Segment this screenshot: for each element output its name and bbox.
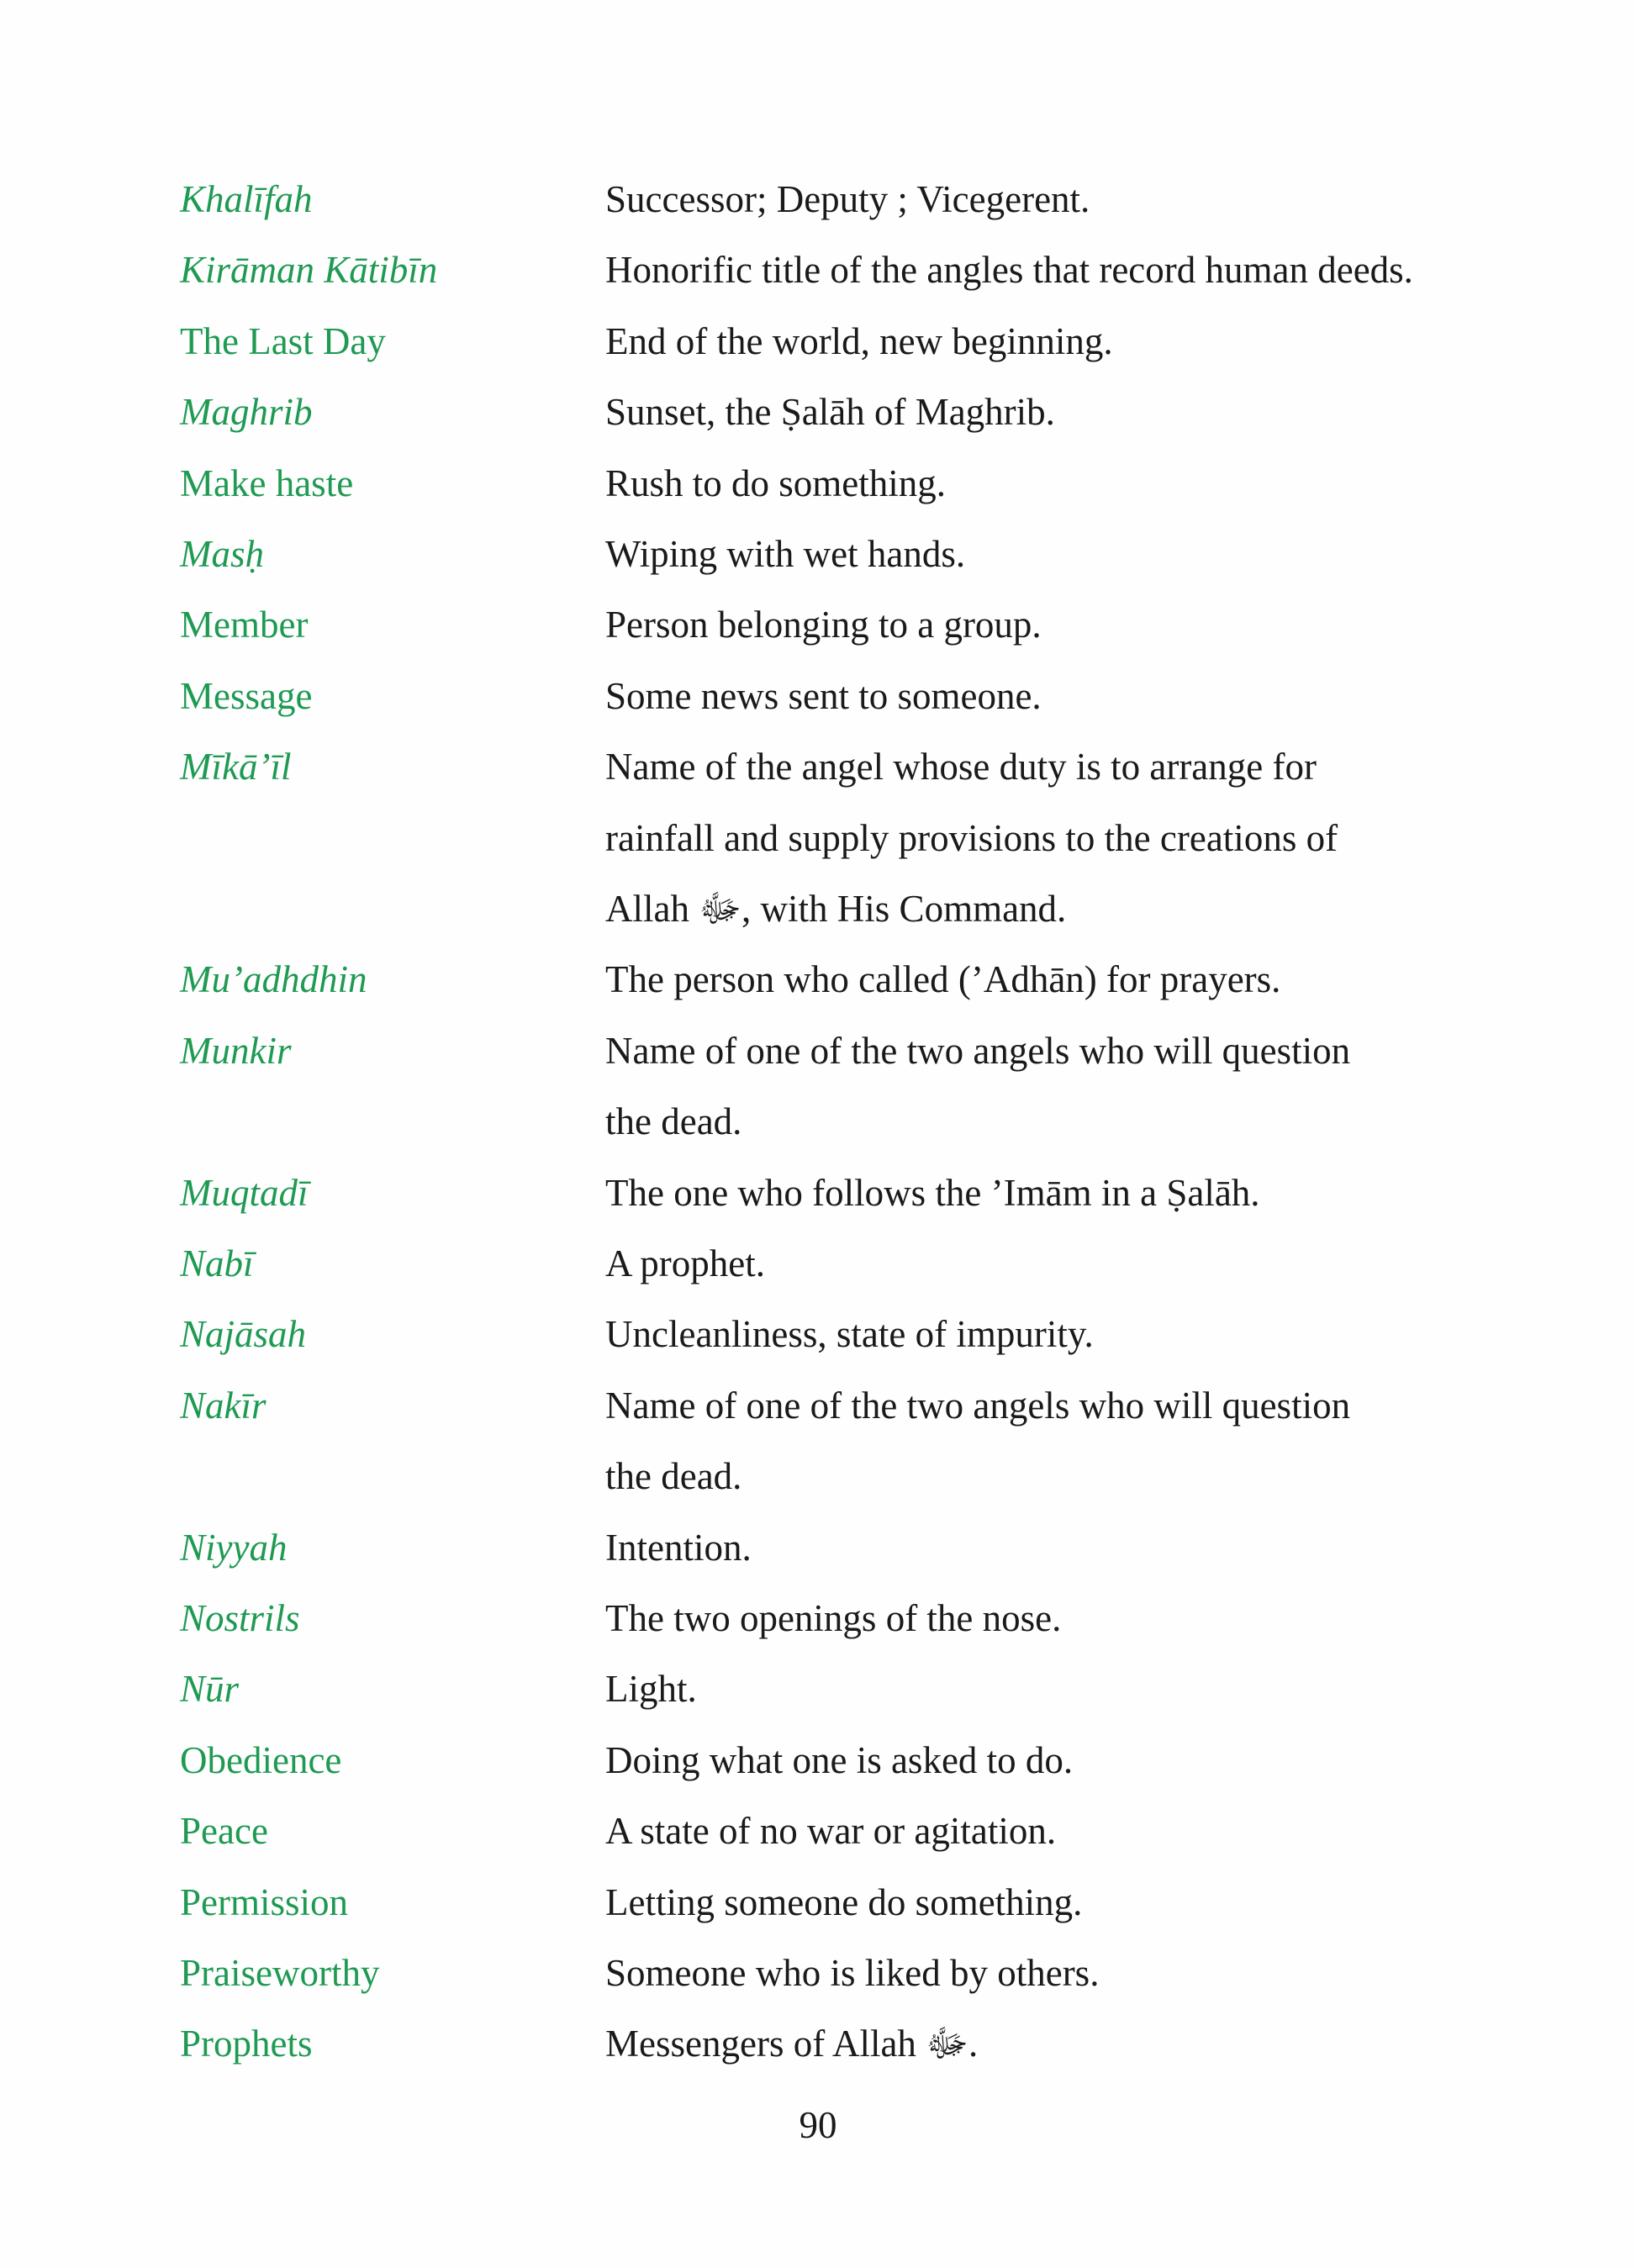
definition-line: Honorific title of the angles that record human deeds. [605, 249, 1413, 292]
glossary-term: Praiseworthy [180, 1952, 380, 1994]
glossary-term: Khalīfah [180, 178, 313, 220]
definition-line: End of the world, new beginning. [605, 319, 1113, 362]
definition-line: Sunset, the Ṣalāh of Maghrib. [605, 391, 1055, 434]
glossary-term: Mu’adhdhin [180, 958, 367, 1001]
definition-line: Name of one of the two angels who will question [605, 1384, 1351, 1427]
glossary-term: Muqtadī [180, 1171, 309, 1214]
definition-line: The two openings of the nose. [605, 1597, 1062, 1639]
definition-line: Some news sent to someone. [605, 674, 1042, 717]
definition-line: Rush to do something. [605, 462, 947, 504]
glossary-definition [605, 2008, 1480, 2079]
definition-line: rainfall and supply provisions to the creations of [605, 816, 1338, 859]
definition-line: A state of no war or agitation. [605, 1810, 1057, 1853]
glossary-term: Nūr [180, 1668, 240, 1711]
glossary-term: Obedience [180, 1738, 342, 1781]
glossary-definition [605, 1015, 1480, 1158]
glossary-term: Niyyah [180, 1526, 288, 1569]
glossary-definition [605, 1725, 1480, 1796]
glossary-term: Make haste [180, 462, 354, 504]
definition-line: The person who called (’Adhān) for prayers. [605, 958, 1281, 1001]
definition-line: Messengers of Allah ﷻ. [605, 2023, 979, 2065]
glossary-term: Najāsah [180, 1313, 307, 1356]
glossary-definition [605, 661, 1480, 731]
glossary-definition [605, 1654, 1480, 1724]
definition-line: Intention. [605, 1526, 752, 1569]
glossary-term: Mīkā’īl [180, 746, 292, 789]
glossary-term: Masḥ [180, 533, 264, 575]
definition-line: Light. [605, 1668, 697, 1711]
definition-line: the dead. [605, 1100, 742, 1143]
glossary-definition [605, 1370, 1480, 1512]
definition-line: Doing what one is asked to do. [605, 1738, 1074, 1781]
glossary-term: Maghrib [180, 391, 313, 434]
definition-line: Person belonging to a group. [605, 604, 1042, 646]
definition-line: Uncleanliness, state of impurity. [605, 1313, 1094, 1356]
glossary-term: Message [180, 674, 313, 717]
definition-line: the dead. [605, 1455, 742, 1498]
glossary-term: The Last Day [180, 319, 386, 362]
glossary-definition [605, 306, 1480, 377]
definition-line: Wiping with wet hands. [605, 533, 966, 575]
definition-line: The one who follows the ’Imām in a Ṣalāh. [605, 1171, 1260, 1214]
glossary-definition [605, 1938, 1480, 2008]
page-number: 90 [799, 2104, 837, 2146]
glossary-term: Member [180, 604, 309, 646]
glossary-definition [605, 731, 1480, 944]
glossary-definition [605, 1228, 1480, 1299]
glossary-definition [605, 1867, 1480, 1938]
glossary-term: Nostrils [180, 1597, 300, 1639]
definition-line: Name of one of the two angels who will question [605, 1029, 1351, 1072]
glossary-definition [605, 1299, 1480, 1369]
glossary-definition [605, 1796, 1480, 1866]
glossary-definition [605, 519, 1480, 589]
glossary-term: Permission [180, 1880, 349, 1923]
glossary-definition [605, 235, 1480, 305]
glossary-definition [605, 944, 1480, 1015]
glossary-definition [605, 377, 1480, 447]
glossary-definition [605, 1158, 1480, 1228]
glossary-term: Nabī [180, 1242, 254, 1284]
definition-line: Allah ﷻ, with His Command. [605, 888, 1067, 930]
glossary-definition [605, 589, 1480, 660]
glossary-definition [605, 1512, 1480, 1583]
definition-line: Someone who is liked by others. [605, 1952, 1100, 1994]
glossary-term: Kirāman Kātibīn [180, 249, 438, 292]
definition-line: Letting someone do something. [605, 1880, 1083, 1923]
glossary-definition [605, 448, 1480, 519]
glossary-term: Peace [180, 1810, 268, 1853]
glossary-definition [605, 164, 1480, 235]
glossary-term: Munkir [180, 1029, 292, 1072]
definition-line: A prophet. [605, 1242, 765, 1284]
definition-line: Name of the angel whose duty is to arrange for [605, 746, 1317, 789]
glossary-term: Prophets [180, 2023, 313, 2065]
glossary-term: Nakīr [180, 1384, 267, 1427]
definition-line: Successor; Deputy ; Vicegerent. [605, 178, 1090, 220]
glossary-definition [605, 1583, 1480, 1654]
